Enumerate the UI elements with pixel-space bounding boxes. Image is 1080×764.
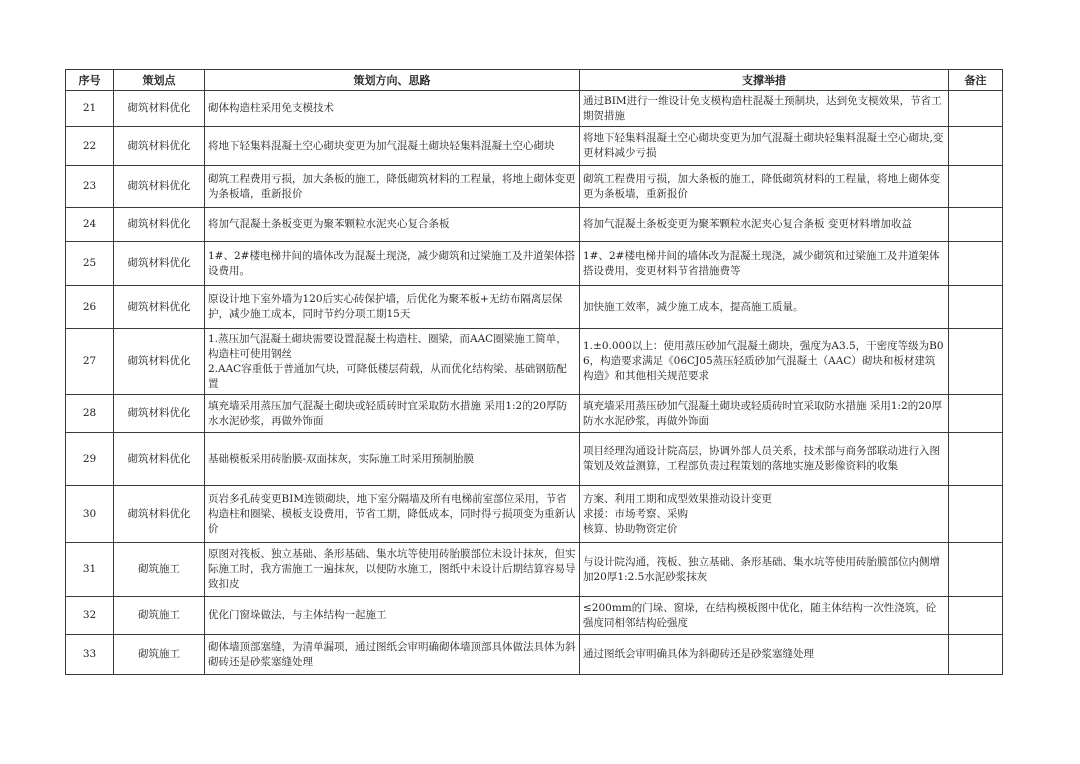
cell-point[interactable]: 砌筑材料优化: [114, 486, 205, 543]
header-measures: 支撑举措: [580, 70, 949, 91]
table-row: [66, 208, 1003, 242]
table-row: [66, 166, 1003, 208]
cell-point[interactable]: 砌筑材料优化: [114, 433, 205, 486]
cell-measures[interactable]: 与设计院沟通，筏板、独立基础、条形基础、集水坑等使用砖胎膜部位内侧增加20厚1:2.5水泥砂浆抹灰: [580, 543, 949, 597]
cell-remark[interactable]: [949, 286, 1003, 329]
cell-no[interactable]: 31: [66, 543, 114, 597]
header-no: 序号: [66, 70, 114, 91]
cell-point[interactable]: 砌筑材料优化: [114, 208, 205, 242]
cell-measures[interactable]: 将地下轻集料混凝土空心砌块变更为加气混凝土砌块轻集料混凝土空心砌块,变更材料减少亏损: [580, 127, 949, 166]
cell-measures[interactable]: 1#、2#楼电梯井间的墙体改为混凝土现浇，减少砌筑和过梁施工及井道架体搭设费用，变更材料节省措施费等: [580, 242, 949, 286]
cell-point[interactable]: 砌筑材料优化: [114, 286, 205, 329]
cell-direction[interactable]: 基础模板采用砖胎膜-双面抹灰，实际施工时采用预制胎膜: [205, 433, 580, 486]
cell-measures[interactable]: 通过BIM进行一维设计免支模构造柱混凝土预制块，达到免支模效果，节省工期贺措施: [580, 91, 949, 127]
cell-no[interactable]: 26: [66, 286, 114, 329]
cell-point[interactable]: 砌筑材料优化: [114, 166, 205, 208]
cell-measures[interactable]: 通过图纸会审明确具体为斜砌砖还是砂浆塞缝处理: [580, 635, 949, 675]
cell-measures[interactable]: ≤200mm的门垛、窗垛，在结构模板图中优化，随主体结构一次性浇筑，砼强度同相邻结构砼强度: [580, 597, 949, 635]
cell-measures[interactable]: 方案、利用工期和成型效果推动设计变更 求援：市场考察、采购 核算、协助物资定价: [580, 486, 949, 543]
cell-remark[interactable]: [949, 208, 1003, 242]
header-remark: 备注: [949, 70, 1003, 91]
cell-measures[interactable]: 砌筑工程费用亏损，加大条板的施工，降低砌筑材料的工程量，将地上砌体变更为条板墙，重新报价: [580, 166, 949, 208]
table-row: [66, 543, 1003, 597]
cell-direction[interactable]: 将加气混凝土条板变更为聚苯颗粒水泥夹心复合条板: [205, 208, 580, 242]
cell-direction[interactable]: 1#、2#楼电梯井间的墙体改为混凝土现浇，减少砌筑和过梁施工及井道架体搭设费用。: [205, 242, 580, 286]
cell-remark[interactable]: [949, 543, 1003, 597]
cell-measures[interactable]: 项目经理沟通设计院高层，协调外部人员关系，技术部与商务部联动进行入图策划及效益测算，工程部负责过程策划的落地实施及影像资料的收集: [580, 433, 949, 486]
cell-remark[interactable]: [949, 635, 1003, 675]
cell-no[interactable]: 24: [66, 208, 114, 242]
table-row: [66, 127, 1003, 166]
cell-measures[interactable]: 填充墙采用蒸压砂加气混凝土砌块或轻质砖时宜采取防水措施 采用1:2的20厚防水水泥砂浆，再做外饰面: [580, 395, 949, 433]
cell-point[interactable]: 砌筑施工: [114, 597, 205, 635]
header-point: 策划点: [114, 70, 205, 91]
cell-remark[interactable]: [949, 329, 1003, 395]
cell-point[interactable]: 砌筑材料优化: [114, 329, 205, 395]
cell-remark[interactable]: [949, 486, 1003, 543]
cell-remark[interactable]: [949, 433, 1003, 486]
cell-direction[interactable]: 砌筑工程费用亏损，加大条板的施工，降低砌筑材料的工程量，将地上砌体变更为条板墙，重新报价: [205, 166, 580, 208]
table-row: [66, 286, 1003, 329]
cell-no[interactable]: 30: [66, 486, 114, 543]
cell-measures[interactable]: 将加气混凝土条板变更为聚苯颗粒水泥夹心复合条板 变更材料增加收益: [580, 208, 949, 242]
cell-direction[interactable]: 优化门窗垛做法，与主体结构一起施工: [205, 597, 580, 635]
table-row: [66, 395, 1003, 433]
table-row: [66, 635, 1003, 675]
cell-direction[interactable]: 砌体墙顶部塞缝，为清单漏项，通过图纸会审明确砌体墙顶部具体做法具体为斜砌砖还是砂浆塞缝处理: [205, 635, 580, 675]
cell-point[interactable]: 砌筑材料优化: [114, 91, 205, 127]
cell-point[interactable]: 砌筑材料优化: [114, 395, 205, 433]
cell-measures[interactable]: 加快施工效率，减少施工成本，提高施工质量。: [580, 286, 949, 329]
cell-point[interactable]: 砌筑材料优化: [114, 127, 205, 166]
cell-no[interactable]: 27: [66, 329, 114, 395]
cell-direction[interactable]: 页岩多孔砖变更BIM连锁砌块，地下室分隔墙及所有电梯前室部位采用，节省构造柱和圈梁、模板支设费用，节省工期，降低成本，同时得亏损项变为重新认价: [205, 486, 580, 543]
cell-remark[interactable]: [949, 127, 1003, 166]
table-row: [66, 597, 1003, 635]
cell-no[interactable]: 29: [66, 433, 114, 486]
cell-direction[interactable]: 将地下轻集料混凝土空心砌块变更为加气混凝土砌块轻集料混凝土空心砌块: [205, 127, 580, 166]
cell-direction[interactable]: 填充墙采用蒸压加气混凝土砌块或轻质砖时宜采取防水措施 采用1:2的20厚防水水泥砂浆，再做外饰面: [205, 395, 580, 433]
table-row: [66, 329, 1003, 395]
cell-point[interactable]: 砌筑施工: [114, 543, 205, 597]
table-row: [66, 91, 1003, 127]
header-direction: 策划方向、思路: [205, 70, 580, 91]
cell-point[interactable]: 砌筑施工: [114, 635, 205, 675]
cell-remark[interactable]: [949, 242, 1003, 286]
cell-point[interactable]: 砌筑材料优化: [114, 242, 205, 286]
cell-direction[interactable]: 原设计地下室外墙为120后实心砖保护墙，后优化为聚苯板+无纺布隔离层保护，减少施工成本，同时节约分项工期15天: [205, 286, 580, 329]
table-row: [66, 242, 1003, 286]
cell-no[interactable]: 21: [66, 91, 114, 127]
cell-no[interactable]: 33: [66, 635, 114, 675]
cell-no[interactable]: 32: [66, 597, 114, 635]
cell-direction[interactable]: 1.蒸压加气混凝土砌块需要设置混凝土构造柱、圈梁，而AAC圈梁施工简单，构造柱可使用钢丝 2.AAC容重低于普通加气块，可降低楼层荷载，从而优化结构梁、基础钢筋配置: [205, 329, 580, 395]
cell-remark[interactable]: [949, 395, 1003, 433]
cell-remark[interactable]: [949, 597, 1003, 635]
planning-table: [65, 69, 1003, 675]
cell-remark[interactable]: [949, 91, 1003, 127]
table-row: [66, 486, 1003, 543]
header-row: [66, 70, 1003, 91]
cell-measures[interactable]: 1.±0.000以上：使用蒸压砂加气混凝土砌块，强度为A3.5，干密度等级为B06，构造要求满足《06CJ05蒸压轻质砂加气混凝土（AAC）砌块和板材建筑构造》和其他相关规范要求: [580, 329, 949, 395]
cell-direction[interactable]: 原图对筏板、独立基础、条形基础、集水坑等使用砖胎膜部位未设计抹灰，但实际施工时，我方需施工一遍抹灰，以便防水施工，图纸中未设计后期结算容易导致扣皮: [205, 543, 580, 597]
cell-no[interactable]: 23: [66, 166, 114, 208]
cell-direction[interactable]: 砌体构造柱采用免支模技术: [205, 91, 580, 127]
cell-no[interactable]: 25: [66, 242, 114, 286]
table-row: [66, 433, 1003, 486]
cell-no[interactable]: 28: [66, 395, 114, 433]
cell-remark[interactable]: [949, 166, 1003, 208]
spreadsheet-sheet: [65, 69, 1003, 675]
cell-no[interactable]: 22: [66, 127, 114, 166]
